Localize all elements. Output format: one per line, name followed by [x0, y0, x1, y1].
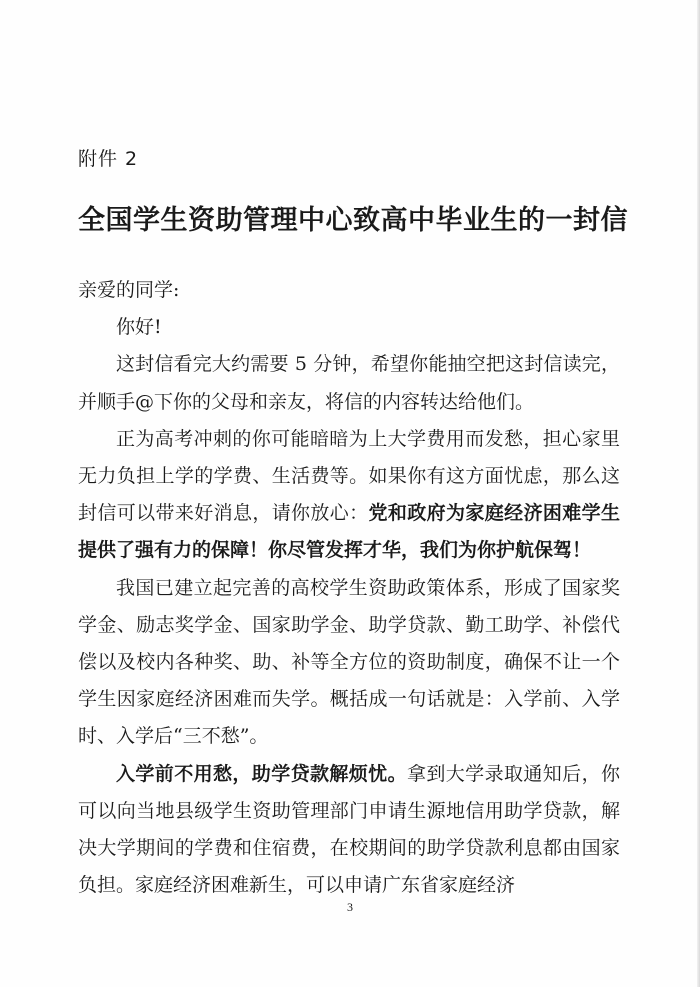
paragraph-4 — [78, 756, 620, 905]
paragraph-4-heading: 入学前不用愁，助学贷款解烦忧。 — [116, 762, 407, 785]
paragraph-3: 我国已建立起完善的高校学生资助政策体系，形成了国家奖学金、励志奖学金、国家助学金、助学贷款、勤工助学、补偿代偿以及校内各种奖、助、补等全方位的资助制度，确保不让一个学生因家庭经济困难而失学。概括成一句话就是：入学前、入学时、入学后“三不愁”。 — [78, 576, 620, 748]
letter-body — [78, 272, 620, 904]
letter-title: 全国学生资助管理中心致高中毕业生的一封信 — [78, 205, 628, 236]
paragraph-2-text: 正为高考冲刺的你可能暗暗为上大学费用而发愁，担心家里无力负担上学的学费、生活费等。如果你有这方面忧虑，那么这封信可以带来好消息，请你放心： — [78, 427, 620, 525]
attachment-label: 附件 2 — [78, 148, 139, 170]
paragraph-4-text: 拿到大学录取通知后，你可以向当地县级学生资助管理部门申请生源地信用助学贷款，解决大学期间的学费和住宿费，在校期间的助学贷款利息都由国家负担。家庭经济困难新生，可以申请广东省家庭经济 — [78, 762, 620, 897]
page-number: 3 — [347, 900, 353, 914]
paragraph-1: 这封信看完大约需要 5 分钟，希望你能抽空把这封信读完，并顺手@下你的父母和亲友，将信的内容转达给他们。 — [78, 353, 620, 413]
greeting: 你好! — [116, 316, 162, 339]
paragraph-2-emphasis: 党和政府为家庭经济困难学生提供了强有力的保障！你尽管发挥才华，我们为你护航保驾！ — [78, 502, 620, 562]
paragraph-2 — [78, 421, 620, 570]
salutation: 亲爱的同学: — [78, 279, 180, 301]
